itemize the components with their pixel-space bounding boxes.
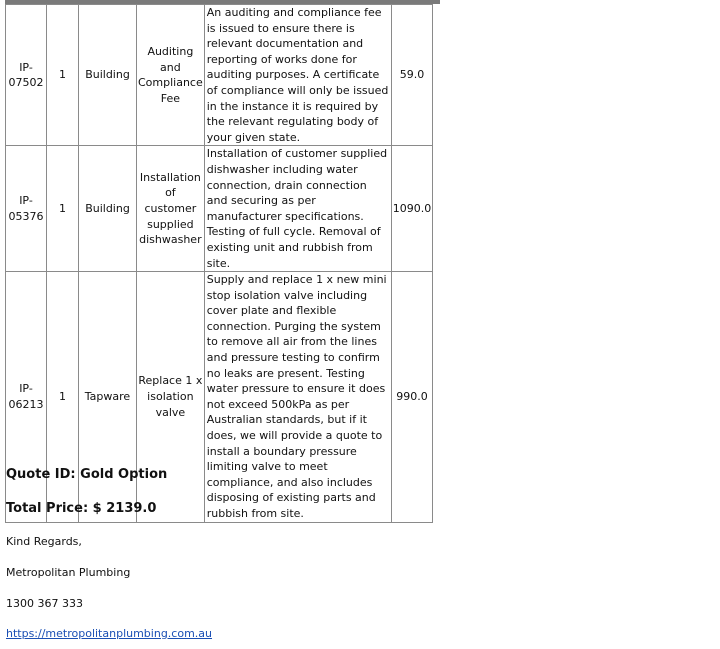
item-price-cell: 990.0 bbox=[391, 272, 433, 523]
quote-id-heading: Quote ID: Gold Option bbox=[6, 467, 168, 482]
item-name-cell: Auditing and Compliance Fee bbox=[137, 5, 205, 146]
item-id-cell: IP-07502 bbox=[6, 5, 47, 146]
item-description-cell: An auditing and compliance fee is issued to ensure there is relevant documentation and reporting of works done for auditing purposes. A certificate of compliance will only be issued in the instance it is required by the relevant regulating body of your given state. bbox=[204, 5, 391, 146]
quote-items-table bbox=[5, 4, 433, 523]
table-row bbox=[6, 5, 433, 146]
item-qty-cell: 1 bbox=[47, 146, 79, 272]
phone-number: 1300 367 333 bbox=[6, 597, 83, 610]
item-price-cell: 59.0 bbox=[391, 5, 433, 146]
item-qty-cell: 1 bbox=[47, 272, 79, 523]
item-category-cell: Building bbox=[79, 146, 137, 272]
item-category-cell: Building bbox=[79, 5, 137, 146]
item-name-cell: Installation of customer supplied dishwasher bbox=[137, 146, 205, 272]
signoff-greeting: Kind Regards, bbox=[6, 535, 82, 548]
item-description-cell: Supply and replace 1 x new mini stop isolation valve including cover plate and flexible connection. Purging the system to remove all air from the lines and pressure testing to confirm no leaks are present. Testing water pressure to ensure it does not exceed 500kPa as per Australian standards, but if it does, we will provide a quote to install a boundary pressure limiting valve to meet compliance, and also includes disposing of existing parts and rubbish from site. bbox=[204, 272, 391, 523]
company-name: Metropolitan Plumbing bbox=[6, 566, 131, 579]
item-id-cell: IP-06213 bbox=[6, 272, 47, 523]
item-category-cell: Tapware bbox=[79, 272, 137, 523]
table-row bbox=[6, 272, 433, 523]
total-price-heading: Total Price: $ 2139.0 bbox=[6, 501, 157, 516]
item-price-cell: 1090.0 bbox=[391, 146, 433, 272]
website-link[interactable]: https://metropolitanplumbing.com.au bbox=[6, 627, 213, 640]
item-description-cell: Installation of customer supplied dishwasher including water connection, drain connection and securing as per manufacturer specifications. Testing of full cycle. Removal of existing unit and rubbish from site. bbox=[204, 146, 391, 272]
table-row bbox=[6, 146, 433, 272]
item-id-cell: IP-05376 bbox=[6, 146, 47, 272]
item-qty-cell: 1 bbox=[47, 5, 79, 146]
item-name-cell: Replace 1 x isolation valve bbox=[137, 272, 205, 523]
